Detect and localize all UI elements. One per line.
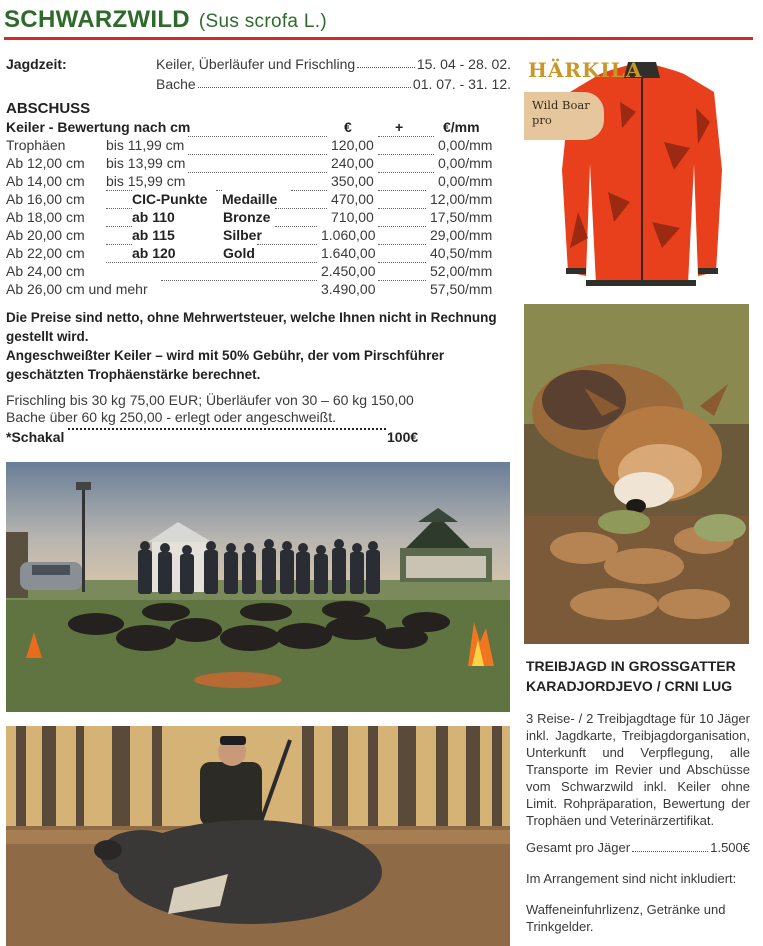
- group-hunt-photo: [6, 462, 510, 712]
- row-price: 1.640,00: [321, 245, 376, 261]
- row-price-per-mm: 52,00/mm: [430, 263, 493, 279]
- wounded-note: Angeschweißter Keiler – wird mit 50% Gebühr, der vom Pirschführer geschätzten Trophäenstärke berechnet.: [6, 348, 445, 382]
- season-row-dates: 15. 04 - 28. 02.: [416, 56, 511, 72]
- price-row: [6, 262, 511, 280]
- row-range-from: Ab 24,00 cm: [6, 263, 85, 279]
- price-table-header: [6, 118, 511, 136]
- season-row: [156, 75, 511, 93]
- col-eur: €: [344, 119, 352, 135]
- frischling-line: Frischling bis 30 kg 75,00 EUR; Überläufer von 30 – 60 kg 150,00: [6, 392, 414, 408]
- price-row: [6, 280, 511, 298]
- title-text: SCHWARZWILD: [4, 6, 190, 33]
- schakal-line: [6, 428, 511, 448]
- price-row: [6, 244, 511, 262]
- total-price: 1.500€: [710, 840, 750, 855]
- row-cic-points: ab 120: [132, 245, 176, 261]
- price-section: [6, 52, 511, 448]
- not-included-items: Waffeneinfuhrlizenz, Getränke und Trinkgelder.: [526, 902, 726, 934]
- row-price: 710,00: [331, 209, 374, 225]
- row-price-per-mm: 57,50/mm: [430, 281, 493, 297]
- row-range-from: Trophäen: [6, 137, 66, 153]
- season-row-name: Keiler, Überläufer und Frischling: [156, 56, 356, 72]
- season-row: [156, 55, 511, 73]
- not-included-heading: Im Arrangement sind nicht inkludiert:: [526, 871, 737, 886]
- row-price: 120,00: [331, 137, 374, 153]
- jackal-photo: [524, 304, 749, 644]
- schakal-label: *Schakal: [6, 429, 65, 445]
- price-row: [6, 136, 511, 154]
- treibjagd-total: [526, 839, 750, 856]
- treibjagd-description: 3 Reise- / 2 Treibjagdtage für 10 Jäger inkl. Jagdkarte, Treibjagdorganisation, Unterkunft und Verpflegung, alle Transporte im Revier und Abschüsse vom Schwarzwild inkl. Keiler ohne Limit. Rohpräparation, Bewertung der Trophäen und Veterinärzertifikat.: [526, 711, 750, 828]
- row-range-from: Ab 18,00 cm: [6, 209, 85, 225]
- season-row-name: Bache: [156, 76, 196, 92]
- row-price: 470,00: [331, 191, 374, 207]
- harkila-ad: [524, 52, 753, 296]
- title-rule: [4, 37, 753, 40]
- row-cic-points: ab 110: [132, 209, 175, 225]
- row-price: 2.450,00: [321, 263, 376, 279]
- row-price: 350,00: [331, 173, 374, 189]
- product-label: Wild Boar pro: [524, 92, 604, 140]
- bache-line: Bache über 60 kg 250,00 - erlegt oder angeschweißt.: [6, 409, 336, 425]
- price-row: [6, 172, 511, 190]
- col-plus: +: [395, 119, 404, 135]
- row-range-from: Ab 14,00 cm: [6, 173, 85, 189]
- page-header: [0, 0, 763, 42]
- row-price-per-mm: 12,00/mm: [430, 191, 493, 207]
- row-medal: Bronze: [223, 209, 271, 225]
- forest-boar-photo: [6, 726, 510, 946]
- abschuss-heading: ABSCHUSS: [6, 100, 91, 117]
- season-label: Jagdzeit:: [6, 56, 67, 72]
- season-row-dates: 01. 07. - 31. 12.: [412, 76, 511, 92]
- row-range-to: bis 15,99 cm: [106, 173, 186, 189]
- small-game-prices: [6, 392, 511, 426]
- row-range-from: Ab 12,00 cm: [6, 155, 85, 171]
- row-range-from: Ab 22,00 cm: [6, 245, 85, 261]
- price-row: [6, 208, 511, 226]
- price-table: [6, 136, 511, 298]
- treibjagd-title-line2: KARADJORDJEVO / CRNI LUG: [526, 678, 733, 694]
- row-range-to: bis 11,99 cm: [106, 137, 185, 153]
- row-range-from: Ab 26,00 cm und mehr: [6, 281, 148, 297]
- row-price-per-mm: 17,50/mm: [430, 209, 493, 225]
- row-cic-points: CIC-Punkte: [132, 191, 208, 207]
- row-cic-points: ab 115: [132, 227, 175, 243]
- treibjagd-title: [526, 656, 750, 696]
- price-row: [6, 154, 511, 172]
- price-row: [6, 190, 511, 208]
- row-medal: Gold: [223, 245, 255, 261]
- total-label: Gesamt pro Jäger: [526, 840, 631, 855]
- net-price-note: Die Preise sind netto, ohne Mehrwertsteuer, welche Ihnen nicht in Rechnung gestellt wird.: [6, 310, 497, 344]
- page-title: [4, 6, 327, 34]
- price-row: [6, 226, 511, 244]
- row-medal: Medaille: [222, 191, 278, 207]
- row-range-from: Ab 20,00 cm: [6, 227, 85, 243]
- treibjagd-section: [526, 656, 750, 935]
- hunting-season: [6, 52, 511, 94]
- row-price-per-mm: 40,50/mm: [430, 245, 493, 261]
- harkila-logo: HÄRKILA: [528, 58, 643, 82]
- row-medal: Silber: [223, 227, 262, 243]
- row-price: 240,00: [331, 155, 374, 171]
- row-range-from: Ab 16,00 cm: [6, 191, 85, 207]
- treibjagd-title-line1: TREIBJAGD IN GROSSGATTER: [526, 658, 736, 674]
- row-price-per-mm: 0,00/mm: [438, 137, 493, 153]
- row-price: 3.490,00: [321, 281, 376, 297]
- row-price-per-mm: 29,00/mm: [430, 227, 493, 243]
- row-price-per-mm: 0,00/mm: [438, 173, 493, 189]
- row-price-per-mm: 0,00/mm: [438, 155, 493, 171]
- price-subheading: Keiler - Bewertung nach cm: [6, 119, 191, 135]
- col-per-mm: €/mm: [443, 119, 480, 135]
- schakal-price: 100€: [387, 429, 419, 445]
- row-price: 1.060,00: [321, 227, 376, 243]
- row-range-to: bis 13,99 cm: [106, 155, 186, 171]
- title-latin: (Sus scrofa L.): [198, 11, 327, 32]
